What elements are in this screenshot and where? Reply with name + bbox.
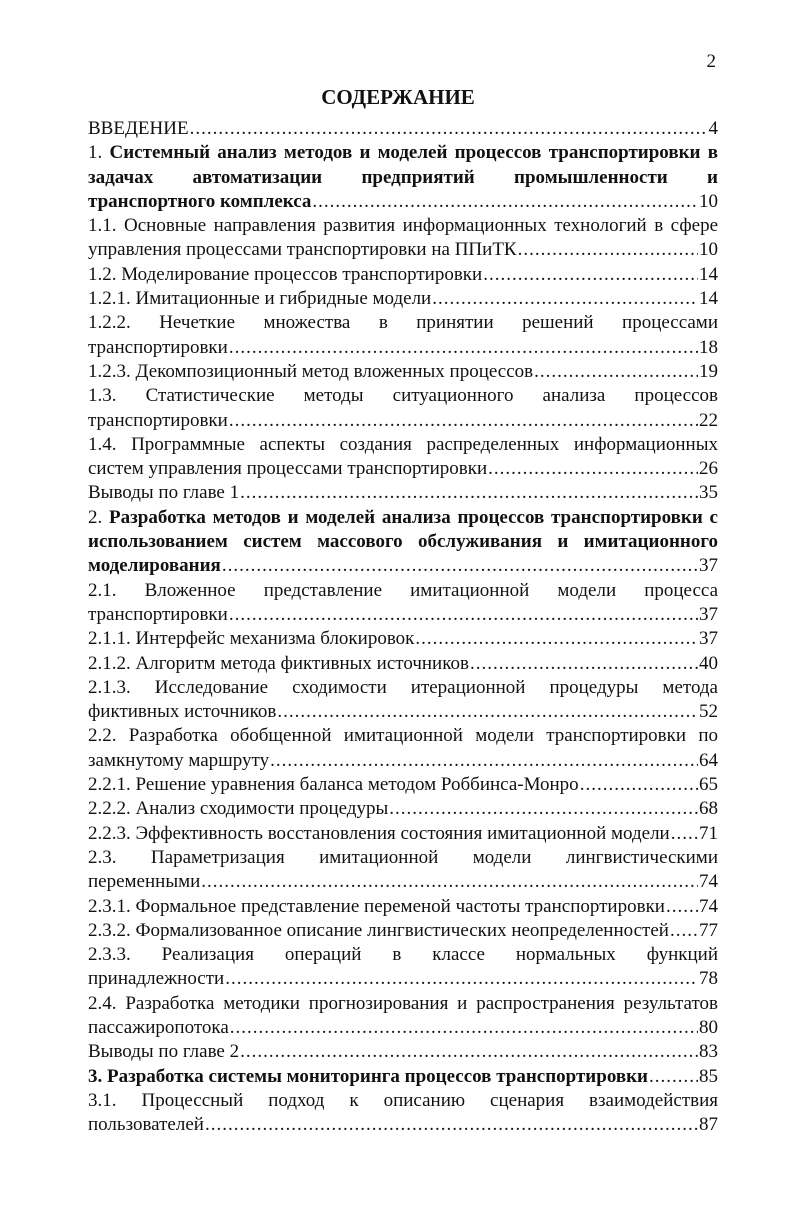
toc-entry-title-lead: 2.1.3. Исследование сходимости итерационной процедуры метода [88, 676, 718, 698]
leader-dots [470, 652, 698, 676]
toc-entry-line [88, 1065, 718, 1089]
toc-entry[interactable] [88, 627, 718, 651]
toc-entry-title-lead: 2.4. Разработка методики прогнозирования и распространения результатов [88, 992, 718, 1014]
toc-entry[interactable] [88, 433, 718, 482]
toc-entry-line [88, 190, 718, 214]
toc-entry[interactable] [88, 384, 718, 433]
toc-page-number: 77 [699, 919, 718, 941]
leader-dots [240, 481, 698, 505]
toc-entry-line [88, 797, 718, 821]
toc-entry-title: 1.2.1. Имитационные и гибридные модели [88, 288, 432, 310]
toc-page-number: 10 [699, 239, 718, 261]
leader-dots [518, 238, 698, 262]
toc-entry[interactable] [88, 846, 718, 895]
toc-entry-line [88, 287, 718, 311]
toc-page-number: 74 [699, 871, 718, 893]
toc-entry[interactable] [88, 214, 718, 263]
toc-entry[interactable] [88, 919, 718, 943]
leader-dots [277, 700, 698, 724]
toc-entry-title: фиктивных источников [88, 701, 277, 723]
toc-entry-title: пассажиропотока [88, 1016, 229, 1038]
toc-entry-title: Выводы по главе 1 [88, 482, 240, 504]
toc-entry[interactable] [88, 287, 718, 311]
toc-entry-title: 2.2.3. Эффективность восстановления состояния имитационной модели [88, 822, 670, 844]
leader-dots [649, 1065, 698, 1089]
toc-entry-title-lead: 2.3.3. Реализация операций в классе нормальных функций [88, 944, 718, 966]
toc-entry-line [88, 700, 718, 724]
toc-entry-line [88, 1113, 718, 1137]
toc-entry-line [88, 603, 718, 627]
toc-entry-title: 2.3.2. Формализованное описание лингвистических неопределенностей [88, 919, 669, 941]
toc-page-number: 4 [708, 118, 718, 139]
toc-entry-title: пользователей [88, 1114, 204, 1136]
toc-entry-line [88, 895, 718, 919]
toc-entry-title: моделирования [88, 555, 221, 577]
toc-page-number: 83 [699, 1041, 718, 1063]
leader-dots [205, 1113, 698, 1137]
toc-page-number: 22 [699, 409, 718, 431]
toc-entry-title: 2.3.1. Формальное представление переменой частоты транспортировки [88, 895, 665, 917]
toc-entry[interactable] [88, 895, 718, 919]
toc-entry-title-lead [88, 141, 718, 190]
leader-dots [415, 627, 698, 651]
toc-entry-title-lead: 3.1. Процессный подход к описанию сценария взаимодействия [88, 1089, 718, 1111]
leader-dots [229, 603, 698, 627]
toc-entry[interactable] [88, 676, 718, 725]
toc-entry-title-lead: 2.3. Параметризация имитационной модели лингвистическими [88, 846, 718, 868]
toc-page-number: 71 [699, 822, 718, 844]
toc-entry[interactable] [88, 797, 718, 821]
leader-dots [488, 457, 698, 481]
toc-title: СОДЕРЖАНИЕ [321, 85, 475, 109]
toc-page-number: 64 [699, 749, 718, 771]
toc-page-number: 52 [699, 701, 718, 723]
toc-entry[interactable] [88, 263, 718, 287]
toc-entry-line [88, 919, 718, 943]
leader-dots [389, 797, 698, 821]
leader-dots [222, 554, 698, 578]
leader-dots [229, 409, 698, 433]
toc-page-number: 78 [699, 968, 718, 990]
toc-entry-title-lead: 2.1. Вложенное представление имитационной модели процесса [88, 579, 718, 601]
toc-entry-line [88, 627, 718, 651]
toc-page-number: 14 [699, 288, 718, 310]
toc-entry-line [88, 773, 718, 797]
toc-entry[interactable] [88, 117, 718, 141]
toc-entry-line [88, 360, 718, 384]
toc-entry-line [88, 481, 718, 505]
toc-entry-title: 1.2. Моделирование процессов транспортировки [88, 263, 483, 285]
toc-entry-title: замкнутому маршруту [88, 749, 270, 771]
toc-entry-title-text: Разработка методов и моделей анализа процессов транспортировки с использованием систем массового обслуживания и имитационного [88, 506, 718, 553]
toc-entry-line [88, 1040, 718, 1064]
toc-page-number: 37 [699, 628, 718, 650]
toc-entry[interactable] [88, 141, 718, 214]
leader-dots [240, 1040, 698, 1064]
leader-dots [534, 360, 698, 384]
toc-entry-line [88, 749, 718, 773]
leader-dots [229, 336, 698, 360]
toc-page-number: 65 [699, 774, 718, 796]
toc-entry-title: транспортного комплекса [88, 190, 312, 212]
toc-page-number: 26 [699, 458, 718, 480]
toc-page-number: 35 [699, 482, 718, 504]
toc-entry-line [88, 870, 718, 894]
leader-dots [225, 967, 698, 991]
toc-entry[interactable] [88, 481, 718, 505]
toc-entry[interactable] [88, 579, 718, 628]
toc-page-number: 85 [699, 1065, 718, 1087]
toc-entry-line [88, 822, 718, 846]
toc-page-number: 14 [699, 263, 718, 285]
table-of-contents [88, 117, 718, 1137]
toc-entry-title: 1.2.3. Декомпозиционный метод вложенных процессов [88, 360, 534, 382]
toc-page-number: 19 [699, 360, 718, 382]
leader-dots [670, 919, 698, 943]
toc-entry-title-lead: 1.4. Программные аспекты создания распределенных информационных [88, 433, 718, 455]
toc-entry[interactable] [88, 506, 718, 579]
toc-page-number: 37 [699, 555, 718, 577]
leader-dots [230, 1016, 698, 1040]
toc-entry-title: переменными [88, 871, 201, 893]
toc-entry-title-lead: 1.2.2. Нечеткие множества в принятии решений процессами [88, 312, 718, 334]
toc-entry-line [88, 238, 718, 262]
toc-entry-line [88, 967, 718, 991]
toc-entry-line [88, 336, 718, 360]
leader-dots [190, 117, 708, 141]
toc-entry-line [88, 263, 718, 287]
toc-entry-title: систем управления процессами транспортировки [88, 458, 488, 480]
toc-page-number: 18 [699, 336, 718, 358]
toc-entry[interactable] [88, 724, 718, 773]
toc-page-number: 37 [699, 603, 718, 625]
toc-entry-line [88, 652, 718, 676]
toc-entry-title: Выводы по главе 2 [88, 1041, 240, 1063]
leader-dots [666, 895, 698, 919]
toc-entry[interactable] [88, 992, 718, 1041]
toc-entry-number: 1. [88, 142, 110, 164]
toc-entry-title: транспортировки [88, 336, 228, 358]
toc-entry[interactable] [88, 822, 718, 846]
toc-entry[interactable] [88, 652, 718, 676]
toc-page-number: 80 [699, 1016, 718, 1038]
leader-dots [312, 190, 698, 214]
leader-dots [201, 870, 698, 894]
toc-page-number: 87 [699, 1114, 718, 1136]
toc-entry-title-lead: 2.2. Разработка обобщенной имитационной модели транспортировки по [88, 725, 718, 747]
toc-entry-line [88, 1016, 718, 1040]
toc-entry[interactable] [88, 1040, 718, 1064]
toc-page-number: 40 [699, 652, 718, 674]
toc-entry-number: 2. [88, 506, 110, 528]
toc-entry-title-lead: 1.1. Основные направления развития информационных технологий в сфере [88, 215, 718, 237]
leader-dots [270, 749, 698, 773]
toc-entry-line [88, 409, 718, 433]
toc-entry-title: ВВЕДЕНИЕ [88, 118, 189, 139]
toc-page-number: 74 [699, 895, 718, 917]
toc-entry-title-text: Системный анализ методов и моделей процессов транспортировки в задачах автоматизации предприятий промышленности и [88, 142, 719, 188]
toc-entry-title: принадлежности [88, 968, 225, 990]
toc-entry[interactable] [88, 773, 718, 797]
leader-dots [580, 773, 698, 797]
toc-entry-title: транспортировки [88, 603, 228, 625]
toc-entry-line [88, 117, 718, 141]
leader-dots [432, 287, 698, 311]
toc-entry-title: 2.1.2. Алгоритм метода фиктивных источников [88, 652, 469, 674]
leader-dots [671, 822, 698, 846]
toc-entry-title: управления процессами транспортировки на ППиТК [88, 239, 517, 261]
page-number: 2 [706, 51, 716, 72]
toc-entry-title-lead: 1.3. Статистические методы ситуационного анализа процессов [88, 385, 718, 407]
toc-entry-title: 2.2.2. Анализ сходимости процедуры [88, 798, 389, 820]
toc-entry-title: 2.1.1. Интерфейс механизма блокировок [88, 628, 415, 650]
toc-entry[interactable] [88, 1089, 718, 1138]
toc-entry-line [88, 554, 718, 578]
toc-entry[interactable] [88, 311, 718, 360]
toc-entry[interactable] [88, 1065, 718, 1089]
toc-entry-title: транспортировки [88, 409, 228, 431]
toc-entry[interactable] [88, 360, 718, 384]
toc-entry[interactable] [88, 943, 718, 992]
leader-dots [483, 263, 698, 287]
toc-entry-title: 2.2.1. Решение уравнения баланса методом Роббинса-Монро [88, 774, 579, 796]
toc-page-number: 68 [699, 798, 718, 820]
toc-entry-title: 3. Разработка системы мониторинга процессов транспортировки [88, 1065, 648, 1087]
toc-entry-title-lead [88, 506, 718, 555]
toc-entry-line [88, 457, 718, 481]
toc-page-number: 10 [699, 190, 718, 212]
